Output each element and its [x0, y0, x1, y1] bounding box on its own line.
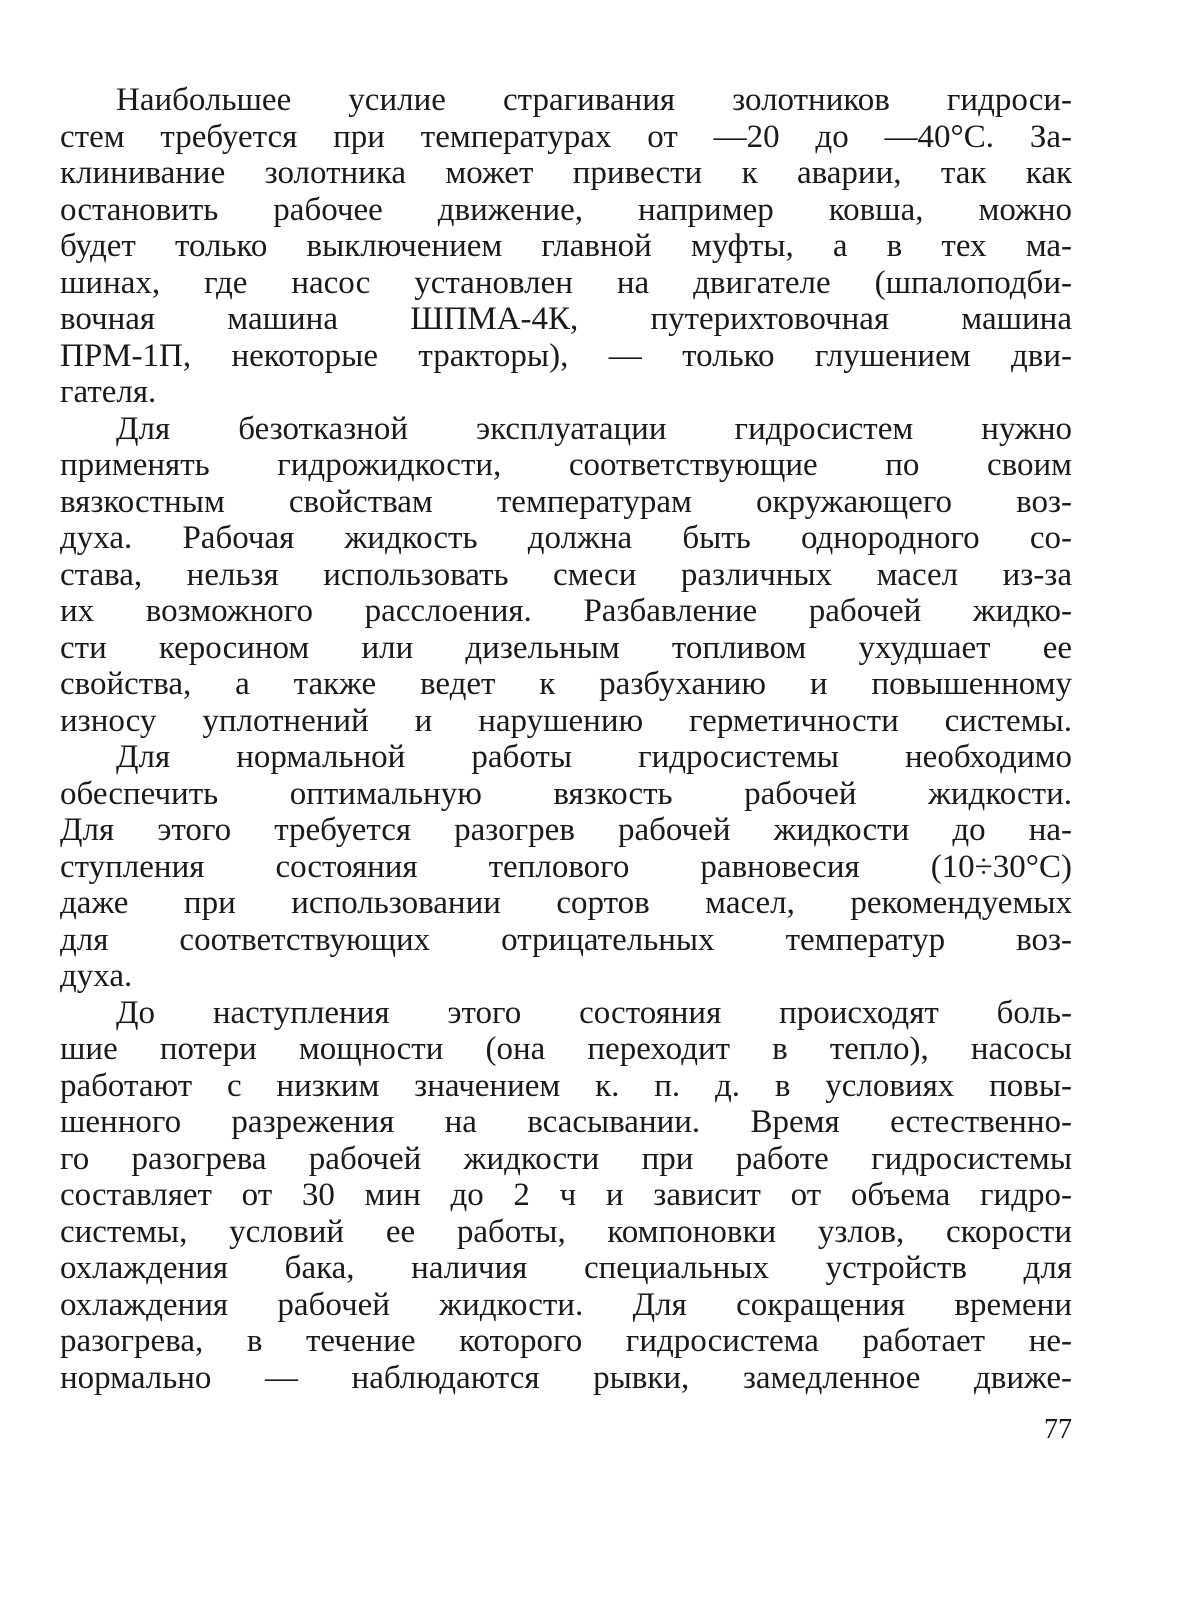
text-line: гателя. [60, 374, 157, 410]
text-line: До наступления этого состояния происходят боль- [116, 994, 1072, 1031]
paragraph-3 [60, 739, 1072, 995]
text-line: применять гидрожидкости, соответствующие по своим [60, 447, 1072, 483]
text-line: духа. Рабочая жидкость должна быть однородного со- [60, 520, 1072, 556]
text-line: вязкостным свойствам температурам окружающего воз- [60, 483, 1072, 520]
text-line: шинах, где насос установлен на двигателе (шпалоподби- [60, 264, 1072, 301]
text-line: шенного разрежения на всасывании. Время естественно- [60, 1104, 1072, 1140]
paragraph-1 [60, 82, 1072, 411]
text-line: износу уплотнений и нарушению герметичности системы. [60, 702, 1072, 739]
text-line: будет только выключением главной муфты, а в тех ма- [60, 228, 1072, 264]
page-number: 77 [1044, 1414, 1072, 1445]
text-line: стем требуется при температурах от —20 до —40°С. За- [60, 118, 1072, 155]
text-line: охлаждения рабочей жидкости. Для сокращения времени [60, 1286, 1072, 1323]
text-line: вочная машина ШПМА-4К, путерихтовочная машина [60, 301, 1072, 337]
text-line: Для безотказной эксплуатации гидросистем нужно [116, 410, 1072, 447]
text-line: сти керосином или дизельным топливом ухудшает ее [60, 629, 1072, 666]
text-line: охлаждения бака, наличия специальных устройств для [60, 1250, 1072, 1286]
paragraph-2 [60, 411, 1072, 740]
text-line: разогрева, в течение которого гидросистема работает не- [60, 1323, 1072, 1359]
text-line: системы, условий ее работы, компоновки узлов, скорости [60, 1213, 1072, 1250]
text-line: ПРМ-1П, некоторые тракторы), — только глушением дви- [60, 337, 1072, 374]
text-line: шие потери мощности (она переходит в тепло), насосы [60, 1031, 1072, 1067]
text-line: нормально — наблюдаются рывки, замедленное движе- [60, 1359, 1072, 1396]
body-text [60, 82, 1072, 1396]
text-line: остановить рабочее движение, например ковша, можно [60, 191, 1072, 228]
text-line: работают с низким значением к. п. д. в условиях повы- [60, 1067, 1072, 1104]
text-line: духа. [60, 958, 133, 994]
text-line: ступления состояния теплового равновесия (10÷30°С) [60, 848, 1072, 885]
text-line: Наибольшее усилие страгивания золотников гидроси- [116, 82, 1072, 118]
text-line: клинивание золотника может привести к аварии, так как [60, 155, 1072, 191]
text-line: для соответствующих отрицательных температур воз- [60, 921, 1072, 958]
text-line: свойства, а также ведет к разбуханию и повышенному [60, 666, 1072, 702]
paragraph-4 [60, 995, 1072, 1397]
text-line: Для этого требуется разогрев рабочей жидкости до на- [60, 812, 1072, 848]
text-line: Для нормальной работы гидросистемы необходимо [116, 739, 1072, 775]
text-line: обеспечить оптимальную вязкость рабочей жидкости. [60, 775, 1072, 812]
text-line: составляет от 30 мин до 2 ч и зависит от объема гидро- [60, 1177, 1072, 1213]
text-line: става, нельзя использовать смеси различных масел из-за [60, 556, 1072, 593]
text-line: го разогрева рабочей жидкости при работе гидросистемы [60, 1140, 1072, 1177]
text-line: их возможного расслоения. Разбавление рабочей жидко- [60, 593, 1072, 629]
text-line: даже при использовании сортов масел, рекомендуемых [60, 885, 1072, 921]
